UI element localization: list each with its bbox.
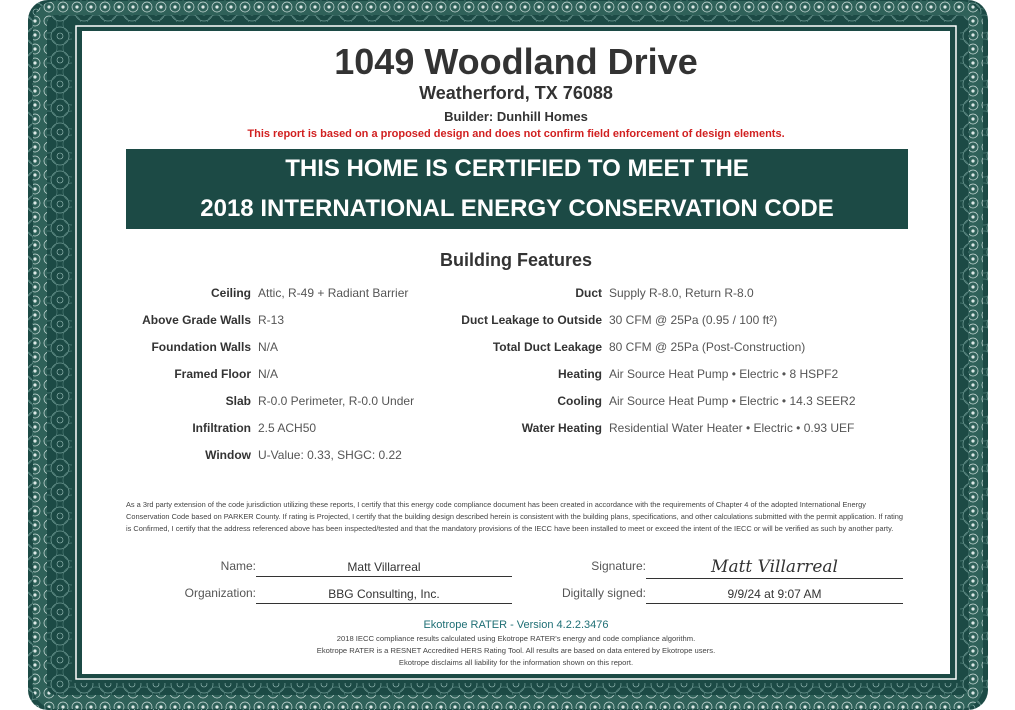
feature-row-duct-leakage-outside [412,313,942,333]
organization-value: BBG Consulting, Inc. [256,585,512,604]
feature-label: Duct Leakage to Outside [461,313,602,327]
feature-label: Ceiling [210,286,251,300]
feature-label: Heating [557,367,602,381]
feature-label: Slab [225,394,251,408]
feature-value: Air Source Heat Pump • Electric • 8 HSPF2 [609,367,839,381]
footer-line-1: 2018 IECC compliance results calculated using Ekotrope RATER's energy and code compliance algorithm. [336,634,696,643]
signature-handwritten: Matt Villarreal [646,556,903,579]
feature-value: R-13 [258,313,285,327]
city-state-zip: Weatherford, TX 76088 [419,83,613,103]
footer-line-2: Ekotrope RATER is a RESNET Accredited HERS Rating Tool. All results are based on data entered by Ekotrope users. [316,646,716,655]
feature-value: N/A [258,340,279,354]
footer-line-3: Ekotrope disclaims all liability for the information shown on this report. [398,658,634,667]
building-features-title: Building Features [439,250,592,270]
feature-label: Duct [575,286,602,300]
feature-value: R-0.0 Perimeter, R-0.0 Under [258,394,415,408]
name-value: Matt Villarreal [256,558,512,577]
banner-line-1: THIS HOME IS CERTIFIED TO MEET THE [285,155,749,182]
address-title: 1049 Woodland Drive [334,41,698,82]
feature-value: U-Value: 0.33, SHGC: 0.22 [258,448,402,462]
name-label: Name: [220,559,256,573]
feature-value: N/A [258,367,279,381]
feature-value: 80 CFM @ 25Pa (Post-Construction) [609,340,806,354]
digitally-signed-label: Digitally signed: [561,586,646,600]
design-notice: This report is based on a proposed design and does not confirm field enforcement of design elements. [247,128,785,140]
feature-value: Residential Water Heater • Electric • 0.93 UEF [609,421,855,435]
certificate-content [82,31,950,674]
feature-value: 2.5 ACH50 [258,421,317,435]
feature-row-heating [412,367,942,387]
feature-row-cooling [412,394,942,414]
rater-version: Ekotrope RATER - Version 4.2.2.3476 [423,619,609,631]
feature-label: Foundation Walls [151,340,251,354]
certification-statement: As a 3rd party extension of the code jurisdiction utilizing these reports, I certify that this energy code compliance document has been created in accordance with the requirements of Chapter 4 of the adopted International Energy Conservation Code based on PARKER County. If rating is Projected, I certify that the building design described herein is consistent with the building plans, specifications, and other calculations submitted with the permit application. If rating is Confirmed, I certify that the address referenced above has been inspected/tested and that the mandatory provisions of the IECC have been installed to meet or exceed the intent of the IECC or will be verified as such by another party. [126,500,903,533]
feature-row-window [82,448,512,468]
feature-row-duct [412,286,942,306]
feature-label: Above Grade Walls [142,313,251,327]
certification-banner [126,149,908,229]
feature-value: Air Source Heat Pump • Electric • 14.3 SEER2 [609,394,856,408]
feature-label: Infiltration [192,421,251,435]
feature-label: Water Heating [521,421,602,435]
organization-label: Organization: [184,586,256,600]
feature-row-total-duct-leakage [412,340,942,360]
feature-row-water-heating [412,421,942,441]
banner-line-2: 2018 INTERNATIONAL ENERGY CONSERVATION CODE [200,195,834,222]
digitally-signed-value: 9/9/24 at 9:07 AM [646,585,903,604]
feature-label: Total Duct Leakage [492,340,602,354]
feature-value: 30 CFM @ 25Pa (0.95 / 100 ft²) [609,313,778,327]
feature-value: Attic, R-49 + Radiant Barrier [258,286,409,300]
builder-name: Builder: Dunhill Homes [444,109,588,124]
feature-label: Cooling [557,394,602,408]
signature-label: Signature: [591,559,646,573]
feature-label: Framed Floor [174,367,251,381]
feature-label: Window [205,448,251,462]
feature-value: Supply R-8.0, Return R-8.0 [609,286,754,300]
